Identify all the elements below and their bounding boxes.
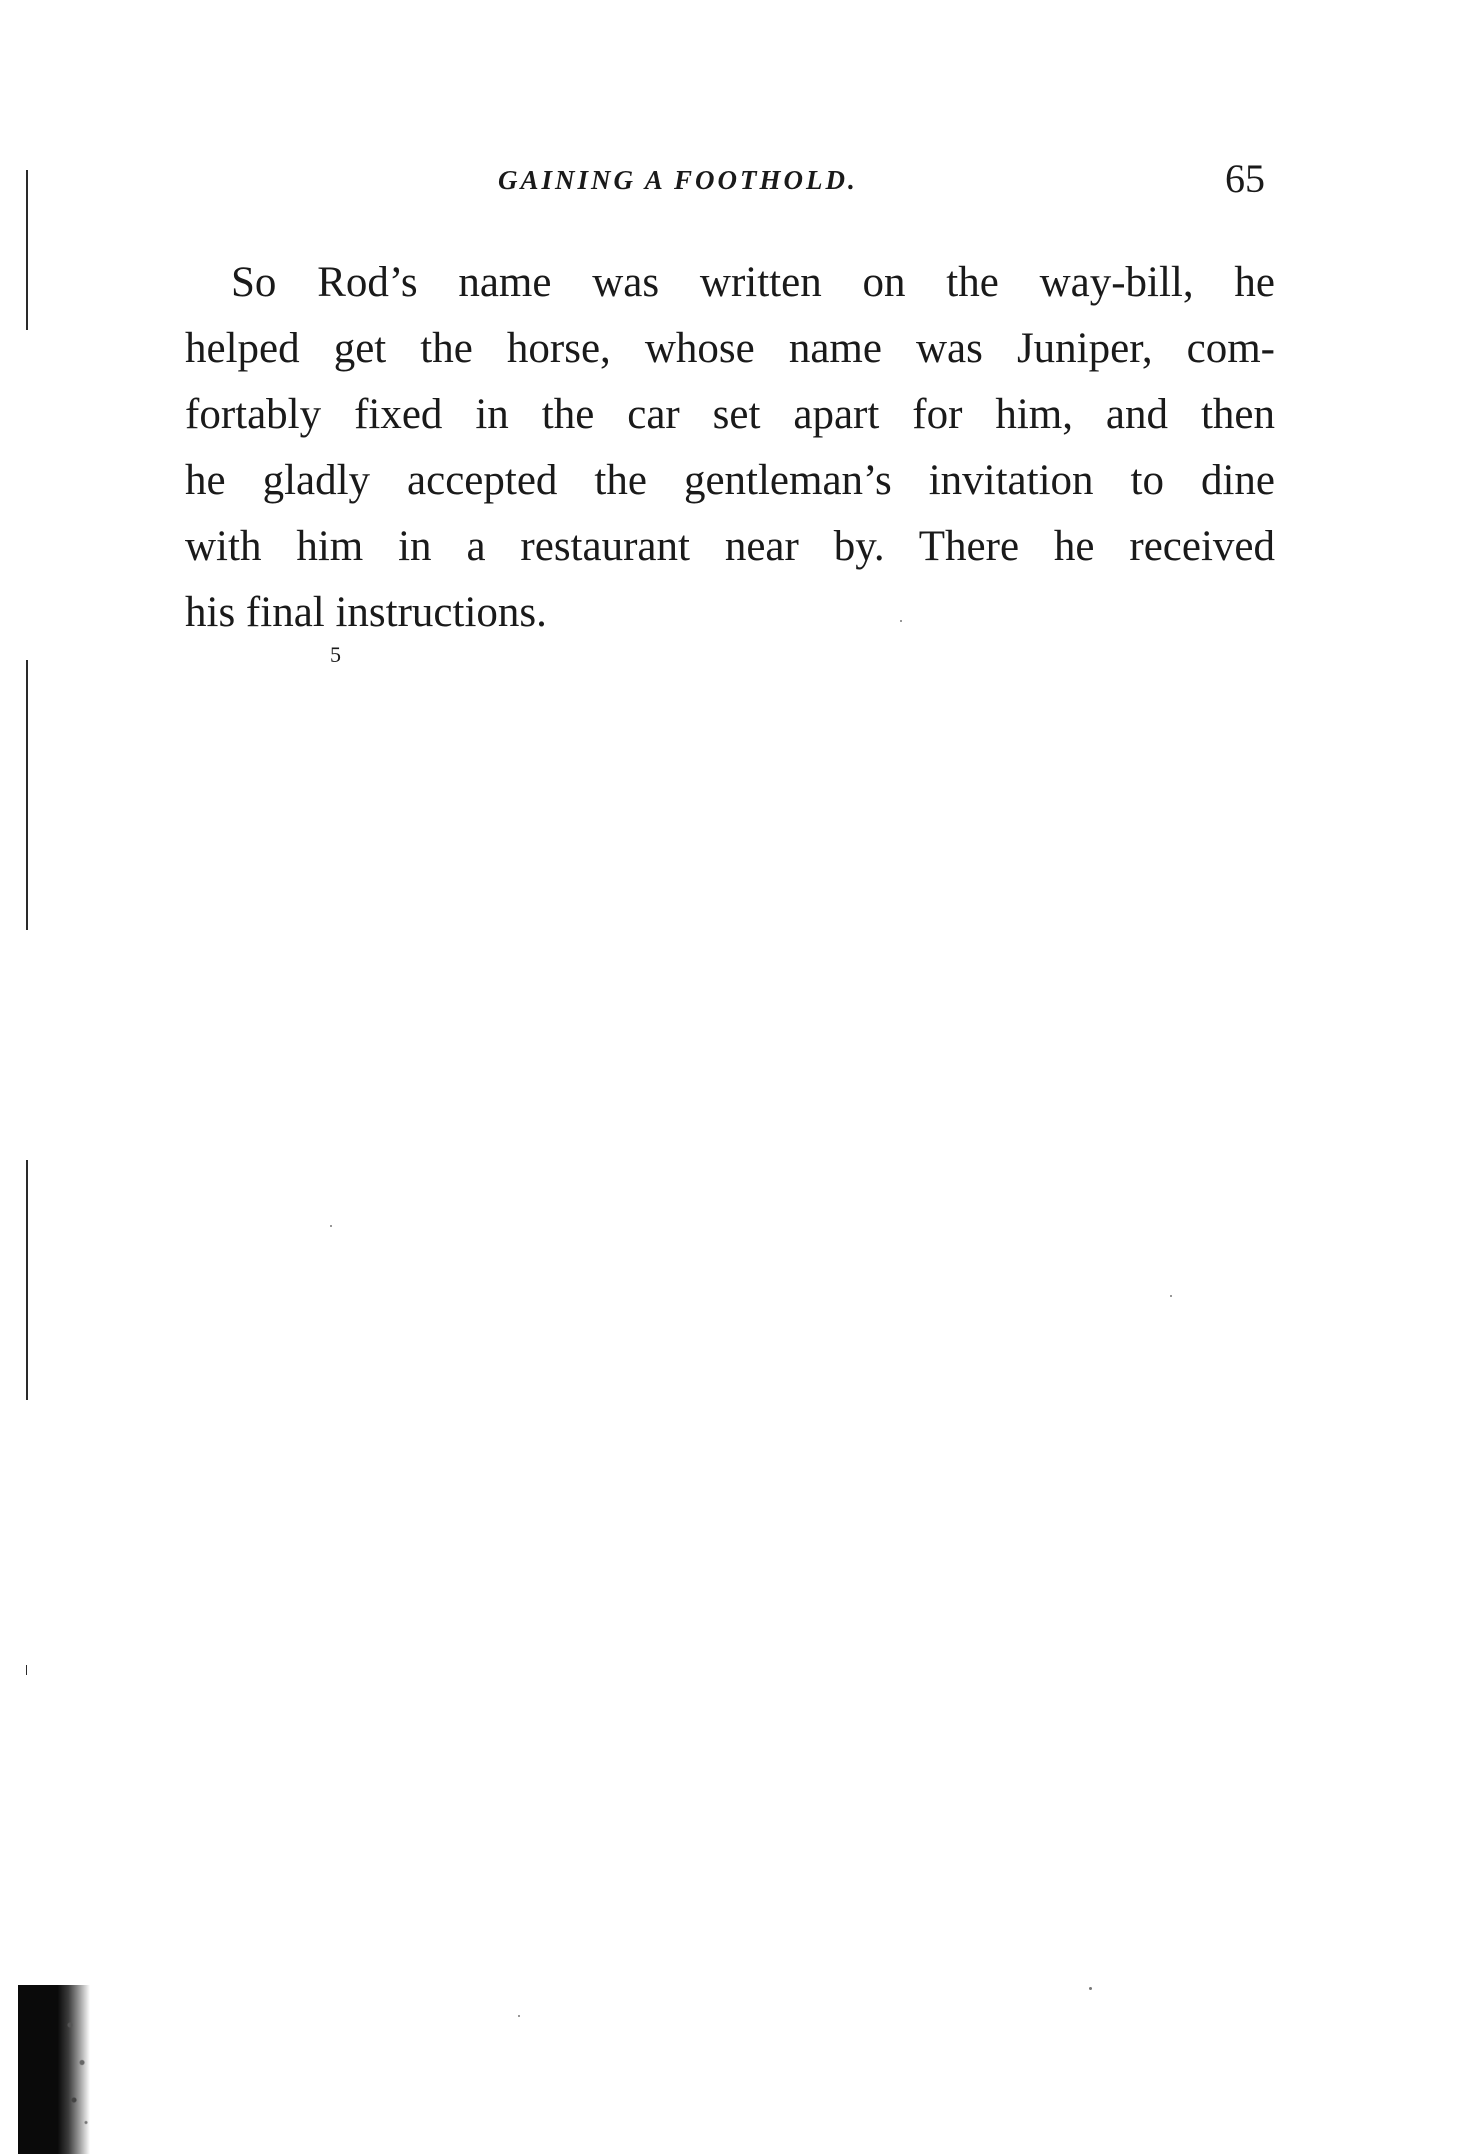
- gutter-mark: [26, 660, 28, 930]
- paper-speck: [1170, 1295, 1172, 1297]
- paragraph-line: with him in a restaurant near by. There he received: [185, 523, 1275, 570]
- gutter-mark: [26, 1160, 28, 1400]
- paper-speck: [518, 2015, 520, 2017]
- running-head: GAINING A FOOTHOLD.: [498, 165, 858, 195]
- page-number: 65: [1225, 156, 1265, 201]
- paragraph-line: fortably fixed in the car set apart for him, and then: [185, 391, 1275, 438]
- binding-shadow: [18, 1985, 90, 2154]
- body-paragraph: [185, 250, 1275, 646]
- signature-mark: 5: [330, 642, 341, 667]
- paper-speck: [1089, 1987, 1092, 1990]
- paragraph-line: helped get the horse, whose name was Juniper, com-: [185, 325, 1275, 372]
- gutter-mark: [26, 1665, 27, 1675]
- paragraph-line: he gladly accepted the gentleman’s invitation to dine: [185, 457, 1275, 504]
- paragraph-line: his final instructions.: [185, 589, 547, 636]
- paragraph-line: So Rod’s name was written on the way-bill, he: [231, 259, 1275, 306]
- gutter-mark: [26, 170, 28, 330]
- paper-speck: [330, 1225, 332, 1227]
